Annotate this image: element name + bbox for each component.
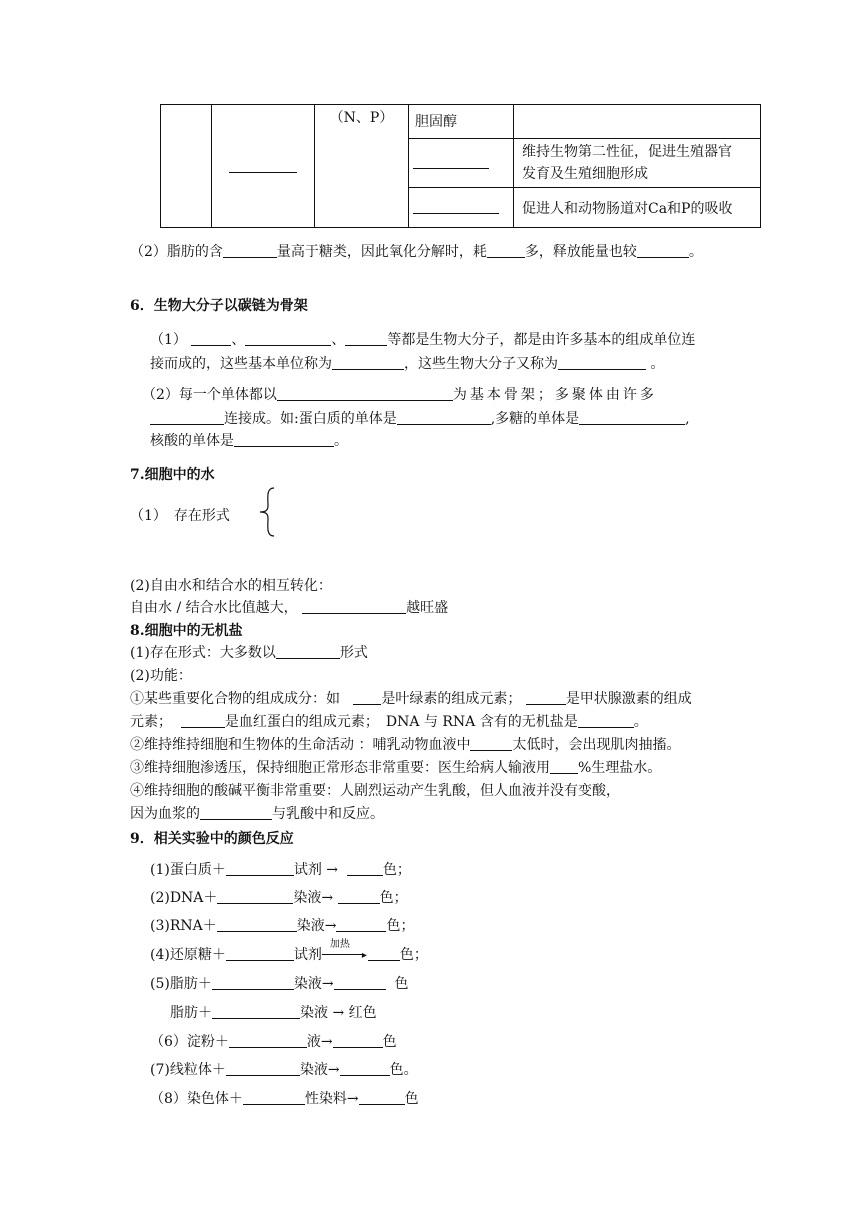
text: (1)存在形式：大多数以 bbox=[130, 645, 276, 661]
text: 越旺盛 bbox=[406, 600, 449, 616]
answer-blank[interactable] bbox=[217, 917, 297, 932]
answer-blank[interactable] bbox=[470, 736, 512, 751]
vitd-desc: 促进人和动物肠道对Ca和P的吸收 bbox=[522, 200, 733, 217]
cholesterol-label: 胆固醇 bbox=[415, 114, 457, 131]
text: (2)DNA＋ bbox=[150, 890, 218, 906]
answer-blank[interactable] bbox=[302, 599, 406, 614]
text: 染液→ bbox=[293, 976, 334, 992]
table-cell-elements bbox=[315, 105, 409, 228]
text: 是血红蛋白的组成元素； DNA 与 RNA 含有的无机盐是 bbox=[224, 714, 578, 730]
fat-paragraph bbox=[130, 241, 703, 261]
table-cell-blank bbox=[212, 105, 315, 228]
answer-blank[interactable] bbox=[347, 861, 383, 876]
answer-blank[interactable] bbox=[243, 1090, 305, 1105]
answer-blank[interactable] bbox=[150, 410, 224, 425]
answer-blank[interactable] bbox=[229, 158, 297, 173]
s6-line1 bbox=[150, 329, 695, 349]
answer-blank[interactable] bbox=[368, 946, 400, 961]
left-brace-icon bbox=[256, 486, 280, 538]
text: 染液→ bbox=[293, 890, 334, 906]
answer-blank[interactable] bbox=[234, 432, 334, 447]
answer-blank[interactable] bbox=[334, 975, 386, 990]
answer-blank[interactable] bbox=[526, 690, 566, 705]
text: 试剂 → bbox=[293, 862, 339, 878]
table-cell-vitd-desc bbox=[514, 188, 761, 228]
table-cell-sex-hormone-desc bbox=[514, 138, 761, 188]
answer-blank[interactable] bbox=[558, 355, 646, 370]
text: (1)蛋白质＋ bbox=[150, 862, 226, 878]
color-reaction-2 bbox=[150, 887, 408, 907]
text: 多，释放能量也较 bbox=[524, 244, 637, 260]
table-cell-blank bbox=[409, 188, 514, 228]
answer-blank[interactable] bbox=[333, 1033, 383, 1048]
color-reaction-5b bbox=[170, 1002, 377, 1022]
section-6-title: 6．生物大分子以碳链为骨架 bbox=[130, 298, 308, 314]
sex-hormone-desc-line2: 发育及生殖细胞形成 bbox=[522, 165, 648, 182]
text: 核酸的单体是 bbox=[150, 433, 234, 449]
text: 脂肪＋ bbox=[170, 1005, 212, 1021]
s8-line8 bbox=[130, 803, 384, 823]
answer-blank[interactable] bbox=[226, 946, 294, 961]
color-reaction-4 bbox=[150, 939, 428, 964]
color-reaction-3 bbox=[150, 915, 414, 935]
s8-line6 bbox=[130, 757, 661, 777]
text: 染液 → 红色 bbox=[300, 1005, 377, 1021]
text: 与乳酸中和反应。 bbox=[272, 806, 384, 822]
color-reaction-1 bbox=[150, 859, 411, 879]
arrow-head-icon: ▸ bbox=[361, 950, 367, 961]
answer-blank[interactable] bbox=[413, 154, 489, 169]
text: 色。 bbox=[389, 1062, 418, 1078]
text: , bbox=[685, 411, 690, 427]
text: 色 bbox=[382, 1034, 397, 1050]
text: 是叶绿素的组成元素； bbox=[381, 691, 522, 707]
answer-blank[interactable] bbox=[226, 1061, 300, 1076]
text: 。 bbox=[334, 433, 348, 449]
answer-blank[interactable] bbox=[345, 331, 387, 346]
answer-blank[interactable] bbox=[212, 975, 294, 990]
s7-existence-form: （1） 存在形式 bbox=[130, 508, 230, 524]
text: 染液→ bbox=[299, 1062, 340, 1078]
text: 为基本骨架；多聚体由许多 bbox=[452, 387, 657, 403]
answer-blank[interactable] bbox=[181, 713, 225, 728]
answer-blank[interactable] bbox=[353, 690, 381, 705]
answer-blank[interactable] bbox=[226, 861, 294, 876]
answer-blank[interactable] bbox=[200, 805, 272, 820]
section-8-title: 8.细胞中的无机盐 bbox=[130, 623, 243, 639]
s8-line4 bbox=[130, 711, 648, 731]
text: 色； bbox=[386, 918, 415, 934]
answer-blank[interactable] bbox=[212, 1004, 300, 1019]
answer-blank[interactable] bbox=[277, 386, 453, 401]
answer-blank[interactable] bbox=[217, 889, 293, 904]
text: 试剂 bbox=[293, 947, 322, 963]
text: 量高于糖类，因此氧化分解时，耗 bbox=[276, 244, 487, 260]
text: (5)脂肪＋ bbox=[150, 976, 212, 992]
answer-blank[interactable] bbox=[340, 1061, 390, 1076]
s8-line2: (2)功能： bbox=[130, 668, 192, 684]
text: 因为血浆的 bbox=[130, 806, 200, 822]
answer-blank[interactable] bbox=[191, 331, 231, 346]
answer-blank[interactable] bbox=[397, 410, 491, 425]
answer-blank[interactable] bbox=[336, 917, 386, 932]
text: 形式 bbox=[339, 645, 368, 661]
table-cell-empty bbox=[161, 105, 212, 228]
s7-ratio-line bbox=[130, 597, 448, 617]
color-reaction-5 bbox=[150, 973, 408, 993]
answer-blank[interactable] bbox=[359, 1090, 405, 1105]
answer-blank[interactable] bbox=[487, 243, 525, 258]
color-reaction-7 bbox=[150, 1059, 418, 1079]
text: 连接成。如:蛋白质的单体是 bbox=[224, 411, 397, 427]
answer-blank[interactable] bbox=[637, 243, 689, 258]
text: 。 bbox=[688, 244, 703, 260]
text: 染液→ bbox=[296, 918, 337, 934]
section-9-title: 9．相关实验中的颜色反应 bbox=[130, 831, 294, 847]
text: 色； bbox=[382, 862, 411, 878]
text: 色 bbox=[394, 976, 409, 992]
text: 太低时，会出现肌肉抽搐。 bbox=[512, 737, 681, 753]
answer-blank[interactable] bbox=[245, 331, 331, 346]
text: 。 bbox=[650, 356, 665, 372]
text: （2）脂肪的含 bbox=[130, 244, 223, 260]
s8-line3 bbox=[130, 688, 692, 708]
answer-blank[interactable] bbox=[579, 410, 685, 425]
text: 色 bbox=[404, 1091, 419, 1107]
np-label: （N、P） bbox=[329, 110, 394, 126]
s6-line2 bbox=[150, 353, 664, 373]
text: （1） bbox=[150, 332, 187, 348]
answer-blank[interactable] bbox=[578, 713, 634, 728]
text: 、 bbox=[331, 332, 346, 348]
table-cell-empty-desc bbox=[514, 105, 761, 139]
table-cell-blank bbox=[409, 138, 514, 188]
text: ,多糖的单体是 bbox=[490, 411, 580, 427]
text: (7)线粒体＋ bbox=[150, 1062, 226, 1078]
text: 色； bbox=[399, 947, 428, 963]
text: (3)RNA＋ bbox=[150, 918, 217, 934]
text: %生理盐水。 bbox=[578, 760, 662, 776]
text: 液→ bbox=[306, 1034, 333, 1050]
color-reaction-6 bbox=[150, 1031, 397, 1051]
text: 性染料→ bbox=[304, 1091, 359, 1107]
s6-line4 bbox=[150, 408, 690, 428]
color-reaction-8 bbox=[150, 1088, 419, 1108]
s6-line5 bbox=[150, 430, 348, 450]
text: ③维持细胞渗透压，保持细胞正常形态非常重要：医生给病人输液用 bbox=[130, 760, 550, 776]
text: 是甲状腺激素的组成 bbox=[565, 691, 692, 707]
text: 接而成的，这些基本单位称为 bbox=[150, 356, 332, 372]
text: ②维持维持细胞和生物体的生命活动 ：哺乳动物血液中 bbox=[130, 737, 471, 753]
answer-blank[interactable] bbox=[276, 644, 340, 659]
text: （6）淀粉＋ bbox=[150, 1034, 229, 1050]
text: (4)还原糖＋ bbox=[150, 947, 226, 963]
s6-line3 bbox=[142, 384, 657, 404]
lipid-table bbox=[160, 104, 761, 228]
text: 等都是生物大分子，都是由许多基本的组成单位连 bbox=[387, 332, 696, 348]
text: 、 bbox=[231, 332, 246, 348]
heating-arrow bbox=[322, 939, 368, 963]
text: ，这些生物大分子又称为 bbox=[404, 356, 558, 372]
answer-blank[interactable] bbox=[229, 1033, 307, 1048]
sex-hormone-desc-line1: 维持生物第二性征，促进生殖器官 bbox=[522, 143, 732, 160]
answer-blank[interactable] bbox=[332, 355, 404, 370]
text: ①某些重要化合物的组成成分：如 bbox=[130, 691, 340, 707]
text: 元素； bbox=[130, 714, 172, 730]
answer-blank[interactable] bbox=[338, 889, 380, 904]
table-cell-cholesterol bbox=[409, 105, 514, 139]
answer-blank[interactable] bbox=[223, 243, 277, 258]
text: （8）染色体＋ bbox=[150, 1091, 243, 1107]
s8-line5 bbox=[130, 734, 680, 754]
s8-line7: ④维持细胞的酸碱平衡非常重要：人剧烈运动产生乳酸，但人血液并没有变酸， bbox=[130, 783, 620, 799]
arrow-line-icon bbox=[322, 954, 362, 955]
heating-label: 加热 bbox=[329, 939, 350, 950]
answer-blank[interactable] bbox=[413, 199, 499, 214]
text: 色； bbox=[379, 890, 408, 906]
s8-line1 bbox=[130, 642, 368, 662]
text: （2）每一个单体都以 bbox=[142, 387, 277, 403]
section-7-title: 7.细胞中的水 bbox=[130, 467, 215, 483]
answer-blank[interactable] bbox=[550, 759, 578, 774]
s7-conversion: (2)自由水和结合水的相互转化： bbox=[130, 578, 332, 594]
text: 。 bbox=[633, 714, 648, 730]
text: 自由水 / 结合水比值越大， bbox=[130, 600, 298, 616]
